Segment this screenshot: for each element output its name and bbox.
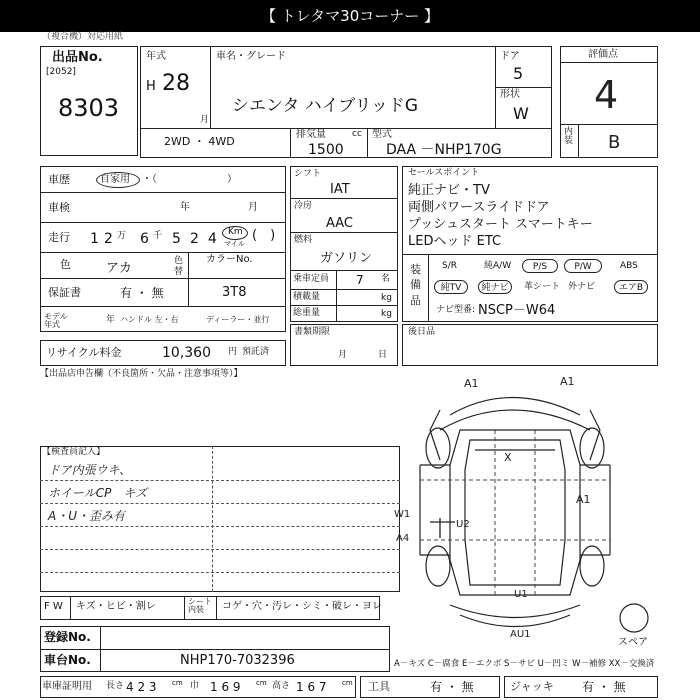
color-change: 色替	[174, 256, 184, 277]
lot-sub: [2052]	[46, 67, 76, 77]
sales-line: 両側パワースライドドア	[408, 200, 550, 215]
diag-au1: AU1	[510, 629, 531, 640]
color-label: 色	[60, 258, 71, 271]
car-damage-diagram	[400, 370, 700, 650]
shape-label: 形状	[500, 89, 520, 100]
load-unit: kg	[381, 293, 392, 303]
model-code-label: 型式	[372, 129, 392, 140]
post-date-box	[402, 324, 658, 366]
fw-label: F W	[44, 601, 63, 612]
handle: ハンドル 左・右	[120, 315, 179, 324]
cert-height-label: 高さ	[272, 681, 291, 691]
displacement-unit: cc	[352, 129, 362, 139]
tools-value: 有 ・ 無	[430, 680, 474, 694]
color-no-value: 3T8	[222, 285, 247, 300]
diag-x: X	[504, 451, 512, 464]
sales-line: プッシュスタート スマートキー	[408, 217, 593, 232]
model-year-label: モデル年式	[44, 312, 68, 329]
mileage-digit: 4	[208, 231, 217, 247]
mileage-km: Km	[228, 227, 243, 237]
inspection-label: 車検	[48, 201, 70, 214]
doors-value: 5	[513, 64, 524, 83]
mileage-unit: 千	[153, 231, 163, 241]
expiry-label: 書類期限	[294, 327, 331, 337]
post-date-label: 後日品	[408, 327, 436, 337]
cert-len-label: 長さ	[106, 681, 125, 691]
fuel-value: ガソリン	[320, 251, 373, 266]
equip-item: 外ナビ	[568, 282, 596, 292]
dealer: ディーラー・並行	[206, 315, 270, 324]
equip-item-circled: 純TV	[434, 280, 468, 294]
score-value: 4	[594, 73, 619, 117]
chassis-value: NHP170-7032396	[180, 653, 295, 668]
inspection-month-unit: 月	[248, 202, 258, 213]
paper-note: （複合機）対応用紙	[42, 32, 124, 42]
cert-cm: cm	[172, 679, 183, 687]
mileage-digit: 5	[172, 231, 181, 247]
seat-label: シート内装	[188, 597, 212, 614]
mileage-digit: 6	[140, 231, 149, 247]
year-value: 28	[162, 71, 190, 96]
shift-value: IAT	[330, 182, 350, 197]
jack-value: 有 ・ 無	[582, 680, 626, 694]
ac-value: AAC	[326, 216, 353, 231]
recycle-note: 預託済	[242, 347, 270, 357]
history-owner: 自家用	[100, 174, 130, 185]
sales-label: セールスポイント	[408, 168, 480, 178]
registration-label: 登録No.	[44, 630, 91, 644]
shape-value: W	[513, 104, 529, 123]
interior-label: 内装	[564, 127, 574, 146]
expiry-day: 日	[378, 350, 388, 360]
cert-width-label: 巾	[190, 681, 200, 691]
mileage-mile: マイル	[224, 240, 245, 248]
inspector-line: ホイールCP キズ	[48, 486, 148, 500]
color-no-label: カラーNo.	[206, 254, 253, 265]
mileage-paren: ( )	[252, 228, 276, 243]
doors-label: ドア	[500, 51, 520, 62]
mileage-digit: 2	[104, 231, 113, 247]
lot-number: 8303	[58, 94, 120, 122]
equip-item-circled: P/S	[522, 259, 558, 273]
diag-a1: A1	[576, 493, 591, 506]
drive: 2WD ・ 4WD	[164, 135, 235, 148]
cert-label: 車庫証明用	[42, 681, 92, 692]
inspection-year-unit: 年	[180, 202, 190, 213]
inspector-line: A・U・歪み有	[48, 509, 125, 523]
mileage-unit: 万	[117, 231, 127, 241]
recycle-label: リサイクル料金	[46, 346, 122, 359]
model-year-unit: 年	[106, 315, 116, 325]
ac-label: 冷房	[294, 201, 313, 211]
equip-item: 純A/W	[484, 261, 512, 271]
cert-cm: cm	[342, 679, 353, 687]
warranty-value: 有 ・ 無	[120, 286, 164, 300]
seat-items: コゲ・穴・汚レ・シミ・破レ・ヨレ	[222, 601, 382, 612]
sales-line: LEDヘッド ETC	[408, 234, 502, 249]
cert-height: 1 6 7	[296, 680, 327, 694]
interior-value: B	[608, 132, 621, 153]
chassis-label: 車台No.	[44, 653, 91, 667]
expiry-month: 月	[338, 350, 348, 360]
weight-label: 総重量	[293, 308, 321, 318]
load-label: 積載量	[293, 292, 321, 302]
recycle-unit: 円	[228, 347, 238, 357]
capacity-value: 7	[356, 273, 364, 287]
equip-item-circled: P/W	[564, 259, 602, 273]
mileage-digit: 2	[190, 231, 199, 247]
recycle-value: 10,360	[162, 345, 211, 361]
year-era: H	[146, 79, 156, 94]
warranty-label: 保証書	[48, 286, 81, 299]
cert-len: 4 2 3	[126, 680, 157, 694]
cert-cm: cm	[256, 679, 267, 687]
diag-a4: A4	[396, 533, 410, 544]
equip-item-circled: 純ナビ	[478, 280, 512, 294]
equip-item: S/R	[442, 261, 457, 271]
lot-label: 出品No.	[52, 50, 103, 65]
score-label: 評価点	[588, 49, 618, 60]
capacity-unit: 名	[381, 274, 391, 284]
equipment-label: 装備品	[410, 263, 421, 307]
mileage-label: 走行	[48, 231, 70, 244]
diag-a1: A1	[464, 377, 479, 390]
seller-note-label: 【出品店申告欄（不良箇所・欠品・注意事項等）】	[40, 369, 243, 379]
jack-label: ジャッキ	[510, 680, 554, 693]
year-label: 年式	[146, 51, 166, 62]
diag-a1: A1	[560, 375, 575, 388]
inspector-line: ドア内張ウキ、	[48, 463, 132, 477]
equip-item: 革シート	[524, 282, 561, 292]
shift-label: シフト	[294, 169, 322, 179]
sales-line: 純正ナビ・TV	[408, 183, 490, 198]
weight-unit: kg	[381, 309, 392, 319]
equip-item-circled: エアB	[614, 280, 648, 294]
navi-label: ナビ型番:	[436, 305, 476, 315]
tools-label: 工具	[368, 680, 390, 693]
navi-value: NSCP－W64	[478, 303, 556, 318]
displacement-value: 1500	[308, 142, 344, 158]
cert-width: 1 6 9	[210, 680, 241, 694]
history-rest: ・（ ）	[142, 174, 237, 185]
model-grade-label: 車名・グレード	[216, 51, 286, 62]
legend: A－キズ C－腐食 E－エクボ S－サビ U－凹ミ W－補修 XX－交換済	[394, 659, 655, 669]
fuel-label: 燃料	[294, 235, 313, 245]
model-code-value: DAA －NHP170G	[386, 142, 502, 158]
mileage-digit: 1	[90, 231, 99, 247]
inspector-label: 【検査員記入】	[42, 447, 106, 457]
year-month-unit: 月	[200, 115, 210, 125]
equip-item: ABS	[620, 261, 638, 271]
left-info-table	[40, 166, 286, 332]
color-value: アカ	[106, 261, 132, 276]
diag-w1: W1	[394, 509, 411, 520]
banner-title: 【 トレタマ30コーナー 】	[260, 7, 440, 25]
displacement-label: 排気量	[296, 129, 326, 140]
fw-items: キズ・ヒビ・割レ	[76, 601, 156, 612]
diag-u2: U2	[456, 519, 470, 530]
capacity-label: 乗車定員	[293, 274, 330, 284]
spare-label: スペア	[618, 637, 648, 648]
history-label: 車歴	[48, 173, 70, 186]
diag-u1: U1	[514, 589, 528, 600]
model-grade-value: シエンタ ハイブリッドG	[232, 96, 419, 116]
